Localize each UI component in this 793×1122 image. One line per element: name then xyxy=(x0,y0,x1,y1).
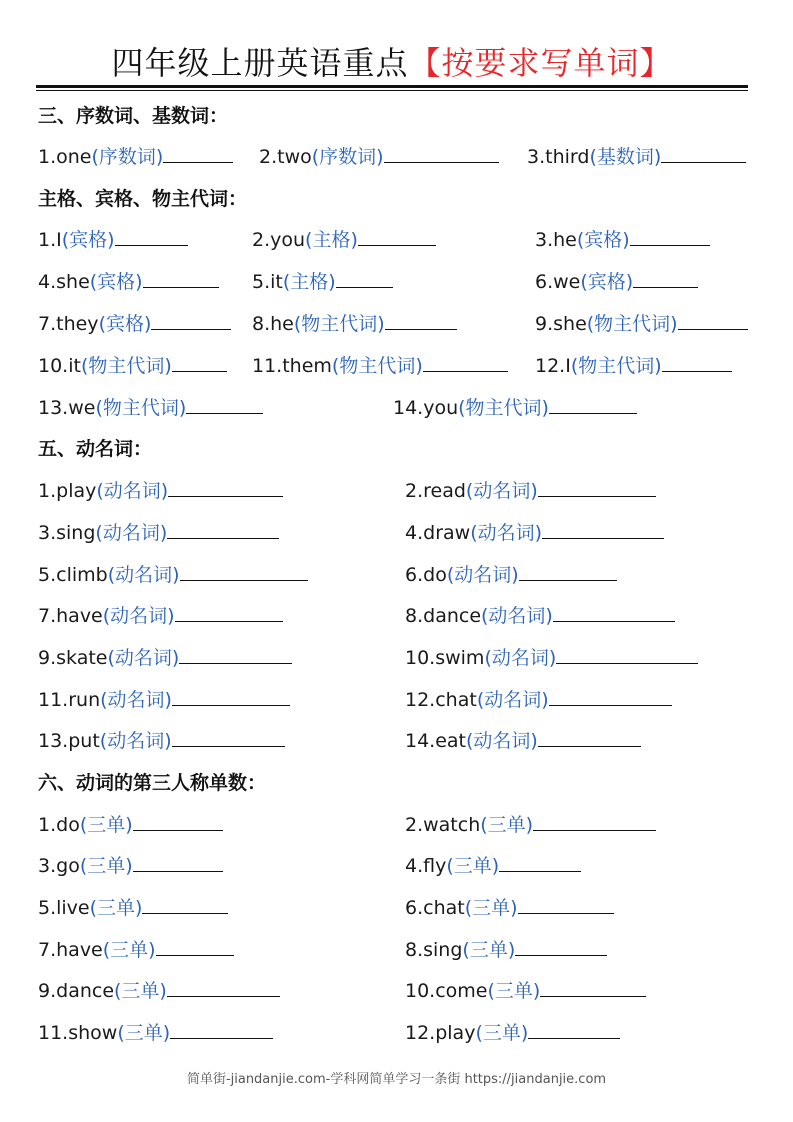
answer-blank[interactable] xyxy=(499,851,581,872)
answer-blank[interactable] xyxy=(423,351,508,372)
item-hint: (三单) xyxy=(487,980,541,1002)
item-word: 9.skate xyxy=(38,647,108,669)
item-word: 4.fly xyxy=(405,855,447,877)
item-word: 9.she xyxy=(535,313,587,335)
item-word: 4.she xyxy=(38,271,90,293)
item-word: 11.run xyxy=(38,689,101,711)
exercise-item xyxy=(38,726,285,756)
item-word: 12.play xyxy=(405,1022,476,1044)
exercise-item xyxy=(252,309,457,339)
answer-blank[interactable] xyxy=(662,351,732,372)
item-hint: (物主代词) xyxy=(458,397,549,419)
item-word: 8.dance xyxy=(405,605,482,627)
exercise-item xyxy=(405,685,672,715)
item-hint: (三单) xyxy=(446,855,500,877)
item-word: 3.sing xyxy=(38,522,96,544)
item-word: 13.we xyxy=(38,397,96,419)
title-main: 四年级上册英语重点 xyxy=(111,44,409,82)
item-word: 7.have xyxy=(38,939,103,961)
item-hint: (动名词) xyxy=(96,480,169,502)
item-hint: (三单) xyxy=(475,1022,529,1044)
answer-blank[interactable] xyxy=(540,976,646,997)
item-hint: (序数词) xyxy=(91,146,164,168)
item-hint: (基数词) xyxy=(589,146,662,168)
exercise-item xyxy=(38,851,223,881)
item-word: 1.I xyxy=(38,229,62,251)
exercise-item xyxy=(252,351,508,381)
answer-blank[interactable] xyxy=(115,225,188,246)
title-rule-thick xyxy=(36,85,748,88)
exercise-item xyxy=(38,643,292,673)
answer-blank[interactable] xyxy=(358,225,436,246)
item-word: 2.you xyxy=(252,229,306,251)
exercise-item xyxy=(405,810,656,840)
exercise-item xyxy=(38,810,223,840)
exercise-item xyxy=(252,225,436,255)
item-hint: (三单) xyxy=(480,814,534,836)
answer-blank[interactable] xyxy=(678,309,748,330)
item-hint: (物主代词) xyxy=(570,355,662,377)
item-hint: (动名词) xyxy=(107,564,180,586)
item-hint: (主格) xyxy=(305,229,358,251)
page-footer: 简单街-jiandanjie.com-学科网简单学习一条街 https://jiandanjie.com xyxy=(186,1072,607,1087)
item-hint: (物主代词) xyxy=(293,313,385,335)
item-hint: (宾格) xyxy=(576,229,630,251)
item-hint: (宾格) xyxy=(61,229,115,251)
exercise-item xyxy=(527,142,746,172)
answer-blank[interactable] xyxy=(156,935,234,956)
answer-blank[interactable] xyxy=(549,685,672,706)
answer-blank[interactable] xyxy=(515,935,607,956)
item-word: 8.sing xyxy=(405,939,463,961)
exercise-item xyxy=(38,560,308,590)
exercise-item xyxy=(535,225,710,255)
item-word: 1.one xyxy=(38,146,92,168)
item-hint: (动名词) xyxy=(102,605,175,627)
item-word: 2.two xyxy=(259,146,312,168)
exercise-item xyxy=(38,267,219,297)
item-word: 3.go xyxy=(38,855,80,877)
item-hint: (三单) xyxy=(464,897,518,919)
item-word: 3.he xyxy=(535,229,577,251)
item-hint: (三单) xyxy=(102,939,156,961)
answer-blank[interactable] xyxy=(133,851,223,872)
exercise-item xyxy=(405,643,698,673)
item-word: 7.they xyxy=(38,313,99,335)
item-hint: (宾格) xyxy=(89,271,143,293)
item-word: 7.have xyxy=(38,605,103,627)
item-word: 6.do xyxy=(405,564,447,586)
item-word: 6.we xyxy=(535,271,581,293)
item-word: 6.chat xyxy=(405,897,465,919)
answer-blank[interactable] xyxy=(143,267,219,288)
item-hint: (动名词) xyxy=(99,730,172,752)
item-hint: (动名词) xyxy=(484,647,557,669)
answer-blank[interactable] xyxy=(167,976,280,997)
exercise-item xyxy=(405,1018,620,1048)
exercise-item xyxy=(38,142,233,172)
item-hint: (主格) xyxy=(282,271,336,293)
answer-blank[interactable] xyxy=(163,142,233,163)
answer-blank[interactable] xyxy=(180,560,308,581)
item-word: 12.I xyxy=(535,355,571,377)
answer-blank[interactable] xyxy=(168,476,283,497)
exercise-item xyxy=(405,601,675,631)
exercise-item xyxy=(535,309,748,339)
item-hint: (序数词) xyxy=(311,146,384,168)
exercise-item xyxy=(38,685,290,715)
title-rule-thin xyxy=(36,90,748,91)
item-word: 3.third xyxy=(527,146,590,168)
answer-blank[interactable] xyxy=(528,1018,620,1039)
answer-blank[interactable] xyxy=(172,351,227,372)
item-word: 1.do xyxy=(38,814,80,836)
item-hint: (动名词) xyxy=(476,689,549,711)
answer-blank[interactable] xyxy=(385,309,457,330)
item-word: 14.eat xyxy=(405,730,466,752)
exercise-item xyxy=(38,309,231,339)
exercise-item xyxy=(38,393,263,423)
answer-blank[interactable] xyxy=(549,393,637,414)
exercise-item xyxy=(38,976,280,1006)
answer-blank[interactable] xyxy=(172,685,290,706)
exercise-item xyxy=(252,267,393,297)
answer-blank[interactable] xyxy=(661,142,746,163)
answer-blank[interactable] xyxy=(167,518,279,539)
exercise-item xyxy=(38,935,234,965)
item-hint: (宾格) xyxy=(580,271,634,293)
item-hint: (宾格) xyxy=(98,313,152,335)
item-word: 10.swim xyxy=(405,647,485,669)
section-heading-gerunds: 五、动名词： xyxy=(38,438,153,460)
item-word: 5.it xyxy=(252,271,283,293)
section-heading-third-person: 六、动词的第三人称单数： xyxy=(38,772,267,794)
exercise-item xyxy=(38,893,228,923)
page-title xyxy=(36,40,748,86)
item-word: 9.dance xyxy=(38,980,115,1002)
item-word: 10.it xyxy=(38,355,81,377)
exercise-item xyxy=(393,393,637,423)
answer-blank[interactable] xyxy=(170,1018,273,1039)
item-hint: (动名词) xyxy=(100,689,172,711)
item-hint: (物主代词) xyxy=(80,355,172,377)
answer-blank[interactable] xyxy=(133,810,223,831)
exercise-item xyxy=(405,935,607,965)
item-hint: (物主代词) xyxy=(331,355,423,377)
answer-blank[interactable] xyxy=(151,309,231,330)
item-hint: (动名词) xyxy=(95,522,168,544)
answer-blank[interactable] xyxy=(538,726,641,747)
item-hint: (三单) xyxy=(79,855,133,877)
item-word: 5.climb xyxy=(38,564,108,586)
answer-blank[interactable] xyxy=(175,601,283,622)
item-word: 12.chat xyxy=(405,689,477,711)
exercise-item xyxy=(38,1018,273,1048)
item-word: 11.show xyxy=(38,1022,118,1044)
answer-blank[interactable] xyxy=(533,810,656,831)
answer-blank[interactable] xyxy=(336,267,393,288)
answer-blank[interactable] xyxy=(519,560,617,581)
item-word: 13.put xyxy=(38,730,100,752)
answer-blank[interactable] xyxy=(556,643,698,664)
exercise-item xyxy=(405,893,614,923)
answer-blank[interactable] xyxy=(179,643,292,664)
answer-blank[interactable] xyxy=(553,601,675,622)
exercise-item xyxy=(405,518,664,548)
answer-blank[interactable] xyxy=(518,893,614,914)
exercise-item xyxy=(405,560,617,590)
item-hint: (三单) xyxy=(114,980,167,1002)
exercise-item xyxy=(535,351,732,381)
exercise-item xyxy=(38,518,279,548)
title-highlight: 【按要求写单词】 xyxy=(408,44,673,82)
item-word: 4.draw xyxy=(405,522,471,544)
item-hint: (三单) xyxy=(462,939,516,961)
answer-blank[interactable] xyxy=(542,518,664,539)
item-hint: (动名词) xyxy=(465,480,538,502)
exercise-item xyxy=(535,267,698,297)
item-word: 10.come xyxy=(405,980,488,1002)
exercise-item xyxy=(38,601,283,631)
item-hint: (三单) xyxy=(89,897,143,919)
item-hint: (三单) xyxy=(79,814,133,836)
exercise-item xyxy=(405,851,581,881)
item-word: 2.watch xyxy=(405,814,481,836)
item-hint: (动名词) xyxy=(446,564,519,586)
item-word: 14.you xyxy=(393,397,459,419)
answer-blank[interactable] xyxy=(142,893,228,914)
answer-blank[interactable] xyxy=(172,726,285,747)
answer-blank[interactable] xyxy=(538,476,656,497)
answer-blank[interactable] xyxy=(384,142,499,163)
exercise-item xyxy=(38,476,283,506)
answer-blank[interactable] xyxy=(630,225,710,246)
item-hint: (动名词) xyxy=(481,605,553,627)
exercise-item xyxy=(38,225,188,255)
exercise-item xyxy=(405,476,656,506)
section-heading-pronouns: 主格、宾格、物主代词： xyxy=(38,188,248,210)
item-hint: (动名词) xyxy=(466,730,538,752)
exercise-item xyxy=(259,142,499,172)
item-hint: (三单) xyxy=(117,1022,171,1044)
exercise-item xyxy=(405,726,641,756)
answer-blank[interactable] xyxy=(633,267,698,288)
exercise-item xyxy=(38,351,227,381)
item-hint: (动名词) xyxy=(470,522,543,544)
answer-blank[interactable] xyxy=(186,393,263,414)
item-hint: (物主代词) xyxy=(95,397,187,419)
section-heading-numbers: 三、序数词、基数词： xyxy=(38,105,229,127)
item-word: 5.live xyxy=(38,897,90,919)
item-hint: (动名词) xyxy=(107,647,180,669)
item-word: 1.play xyxy=(38,480,97,502)
exercise-item xyxy=(405,976,646,1006)
item-word: 8.he xyxy=(252,313,294,335)
item-hint: (物主代词) xyxy=(586,313,678,335)
item-word: 11.them xyxy=(252,355,332,377)
item-word: 2.read xyxy=(405,480,466,502)
